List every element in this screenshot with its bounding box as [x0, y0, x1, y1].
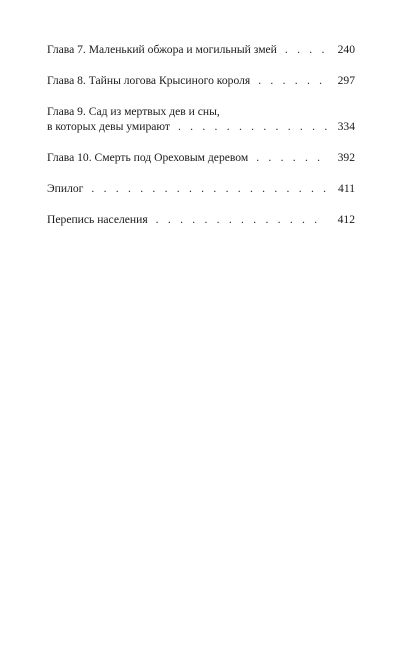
- table-of-contents: [47, 42, 355, 227]
- dot-leader: [285, 42, 327, 57]
- toc-entry-title: Глава 7. Маленький обжора и могильный змей: [47, 43, 277, 56]
- toc-entry-title-first-line: Глава 9. Сад из мертвых дев и сны,: [47, 105, 220, 118]
- toc-entry-line: [47, 42, 355, 57]
- toc-entry-line: [47, 212, 355, 227]
- toc-entry-page-number: 412: [337, 213, 355, 226]
- toc-entry-page-number: 334: [337, 120, 355, 133]
- toc-entry-line: [47, 119, 355, 134]
- toc-entry-line: [47, 181, 355, 196]
- toc-entry-census: [47, 212, 355, 227]
- toc-entry-line: [47, 150, 355, 165]
- toc-entry-title: Эпилог: [47, 182, 84, 195]
- dot-leader: [178, 119, 327, 134]
- toc-entry-title: Глава 8. Тайны логова Крысиного короля: [47, 74, 251, 87]
- toc-entry-title: в которых девы умирают: [47, 120, 170, 133]
- toc-entry-page-number: 392: [337, 151, 355, 164]
- toc-entry-page-number: 240: [337, 43, 355, 56]
- toc-entry-epilogue: [47, 181, 355, 196]
- dot-leader: [258, 73, 327, 88]
- toc-entry-page-number: 411: [338, 182, 355, 195]
- dot-leader: [256, 150, 327, 165]
- dot-leader: [156, 212, 327, 227]
- toc-entry-chapter-7: [47, 42, 355, 57]
- toc-entry-title: Глава 10. Смерть под Ореховым деревом: [47, 151, 249, 164]
- toc-entry-title: Перепись населения: [47, 213, 148, 226]
- toc-entry-chapter-9: [47, 104, 355, 134]
- dot-leader: [91, 181, 327, 196]
- toc-entry-chapter-8: [47, 73, 355, 88]
- toc-entry-chapter-10: [47, 150, 355, 165]
- toc-entry-line: [47, 73, 355, 88]
- toc-entry-page-number: 297: [337, 74, 355, 87]
